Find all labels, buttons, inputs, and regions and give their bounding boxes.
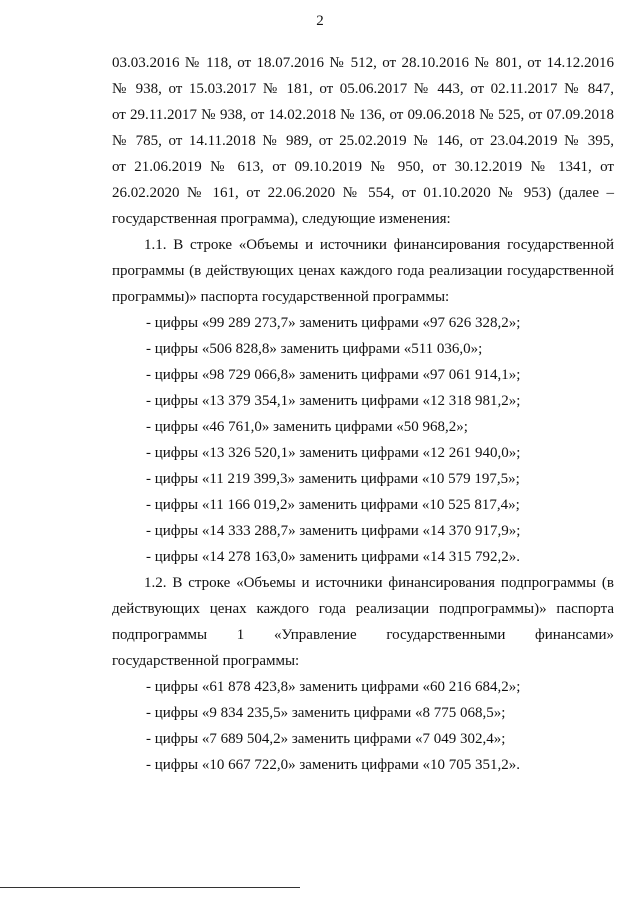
list-item: - цифры «61 878 423,8» заменить цифрами «60 216 684,2»; <box>146 679 521 695</box>
list-item: - цифры «7 689 504,2» заменить цифрами «7 049 302,4»; <box>146 731 506 747</box>
section-1-1-list <box>112 310 614 570</box>
text-line: действующих ценах каждого года реализации подпрограммы)» паспорта <box>112 601 614 617</box>
text-line: 1.2. В строке «Объемы и источники финансирования подпрограммы (в <box>144 575 614 591</box>
text-line: 26.02.2020 № 161, от 22.06.2020 № 554, от 01.10.2020 № 953) (далее – <box>112 185 614 201</box>
list-item: - цифры «11 166 019,2» заменить цифрами «10 525 817,4»; <box>146 497 520 513</box>
list-item: - цифры «99 289 273,7» заменить цифрами «97 626 328,2»; <box>146 315 521 331</box>
text-line: программы (в действующих ценах каждого года реализации государственной <box>112 263 614 279</box>
list-item: - цифры «506 828,8» заменить цифрами «511 036,0»; <box>146 341 483 357</box>
text-line: 03.03.2016 № 118, от 18.07.2016 № 512, от 28.10.2016 № 801, от 14.12.2016 <box>112 55 614 71</box>
section-1-2-list <box>112 674 614 778</box>
text-line: подпрограммы 1 «Управление государственными финансами» <box>112 627 614 643</box>
section-1-2-heading <box>112 570 614 674</box>
list-item: - цифры «10 667 722,0» заменить цифрами «10 705 351,2». <box>146 757 520 773</box>
intro-paragraph <box>112 50 614 232</box>
list-item: - цифры «14 333 288,7» заменить цифрами «14 370 917,9»; <box>146 523 521 539</box>
list-item: - цифры «14 278 163,0» заменить цифрами «14 315 792,2». <box>146 549 520 565</box>
list-item: - цифры «9 834 235,5» заменить цифрами «8 775 068,5»; <box>146 705 506 721</box>
text-line: № 785, от 14.11.2018 № 989, от 25.02.2019 № 146, от 23.04.2019 № 395, <box>112 133 614 149</box>
list-item: - цифры «46 761,0» заменить цифрами «50 968,2»; <box>146 419 468 435</box>
text-line: 1.1. В строке «Объемы и источники финансирования государственной <box>144 237 614 253</box>
text-line: государственная программа), следующие изменения: <box>112 211 451 227</box>
footer-rule <box>0 887 300 888</box>
list-item: - цифры «13 379 354,1» заменить цифрами «12 318 981,2»; <box>146 393 521 409</box>
text-line: № 938, от 15.03.2017 № 181, от 05.06.2017 № 443, от 02.11.2017 № 847, <box>112 81 614 97</box>
list-item: - цифры «13 326 520,1» заменить цифрами «12 261 940,0»; <box>146 445 521 461</box>
text-line: от 21.06.2019 № 613, от 09.10.2019 № 950, от 30.12.2019 № 1341, от <box>112 159 614 175</box>
document-body <box>112 50 614 778</box>
text-line: программы)» паспорта государственной программы: <box>112 289 450 305</box>
text-line: от 29.11.2017 № 938, от 14.02.2018 № 136, от 09.06.2018 № 525, от 07.09.2018 <box>112 107 614 123</box>
list-item: - цифры «11 219 399,3» заменить цифрами «10 579 197,5»; <box>146 471 520 487</box>
page-number: 2 <box>316 13 324 29</box>
text-line: государственной программы: <box>112 653 300 669</box>
list-item: - цифры «98 729 066,8» заменить цифрами «97 061 914,1»; <box>146 367 521 383</box>
section-1-1-heading <box>112 232 614 310</box>
